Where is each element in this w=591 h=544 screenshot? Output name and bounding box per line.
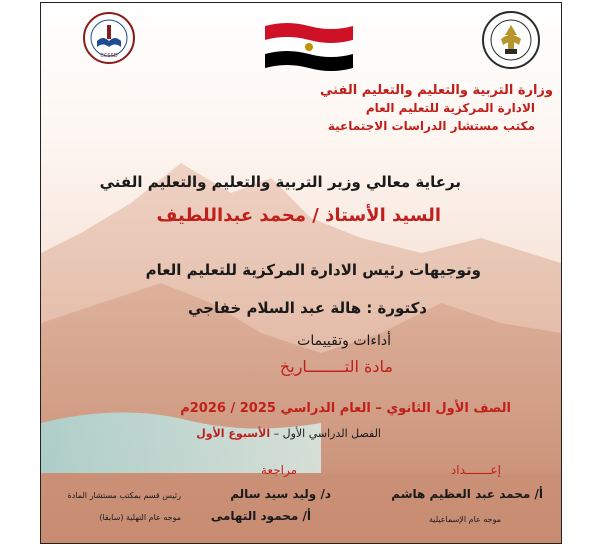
author-name: أ/ محمد عبد العظيم هاشم xyxy=(391,487,543,501)
reviewer-1-name: د/ وليد سيد سالم xyxy=(230,487,331,501)
review-label: مراجعة xyxy=(260,463,297,477)
subject-name: مادة التــــــــاريخ xyxy=(279,357,393,376)
ministry-line-1: وزارة التربية والتعليم والتعليم الفني xyxy=(320,83,553,98)
week-label: الأسبوع الأول xyxy=(196,427,271,440)
director-name: دكتورة : هالة عبد السلام خفاجي xyxy=(188,299,427,317)
grade-year-line: الصف الأول الثانوي – العام الدراسي 2025 / 2026م xyxy=(180,401,511,416)
ccssd-logo xyxy=(81,11,137,65)
ministry-line-2: الادارة المركزية للتعليم العام xyxy=(365,101,535,115)
egypt-flag-icon xyxy=(263,20,355,72)
reviewer-1-role: رئيس قسم بمكتب مستشار المادة xyxy=(67,491,181,500)
author-role: موجه عام الإسماعيلية xyxy=(429,515,501,524)
prepared-by-label: إعـــــــداد xyxy=(450,463,501,477)
term-label: الفصل الدراسي الأول – xyxy=(270,427,381,440)
minister-name: السيد الأستاذ / محمد عبداللطيف xyxy=(156,205,441,226)
reviewer-2-name: أ/ محمود التهامى xyxy=(210,509,311,523)
ministry-line-3: مكتب مستشار الدراسات الاجتماعية xyxy=(327,119,535,133)
reviewer-2-role: موجه عام التهلية (سابقا) xyxy=(99,513,181,522)
patronage-line-1: برعاية معالي وزير التربية والتعليم والتعليم الفني xyxy=(99,173,461,191)
term-week-line xyxy=(196,427,381,440)
ccssd-logo-caption: CCSSD xyxy=(100,53,118,59)
cover-page xyxy=(40,2,562,544)
ministry-emblem-logo xyxy=(481,9,541,71)
assessment-title: أداءات وتقييمات xyxy=(297,333,391,349)
patronage-line-3: وتوجيهات رئيس الادارة المركزية للتعليم العام xyxy=(145,261,481,279)
